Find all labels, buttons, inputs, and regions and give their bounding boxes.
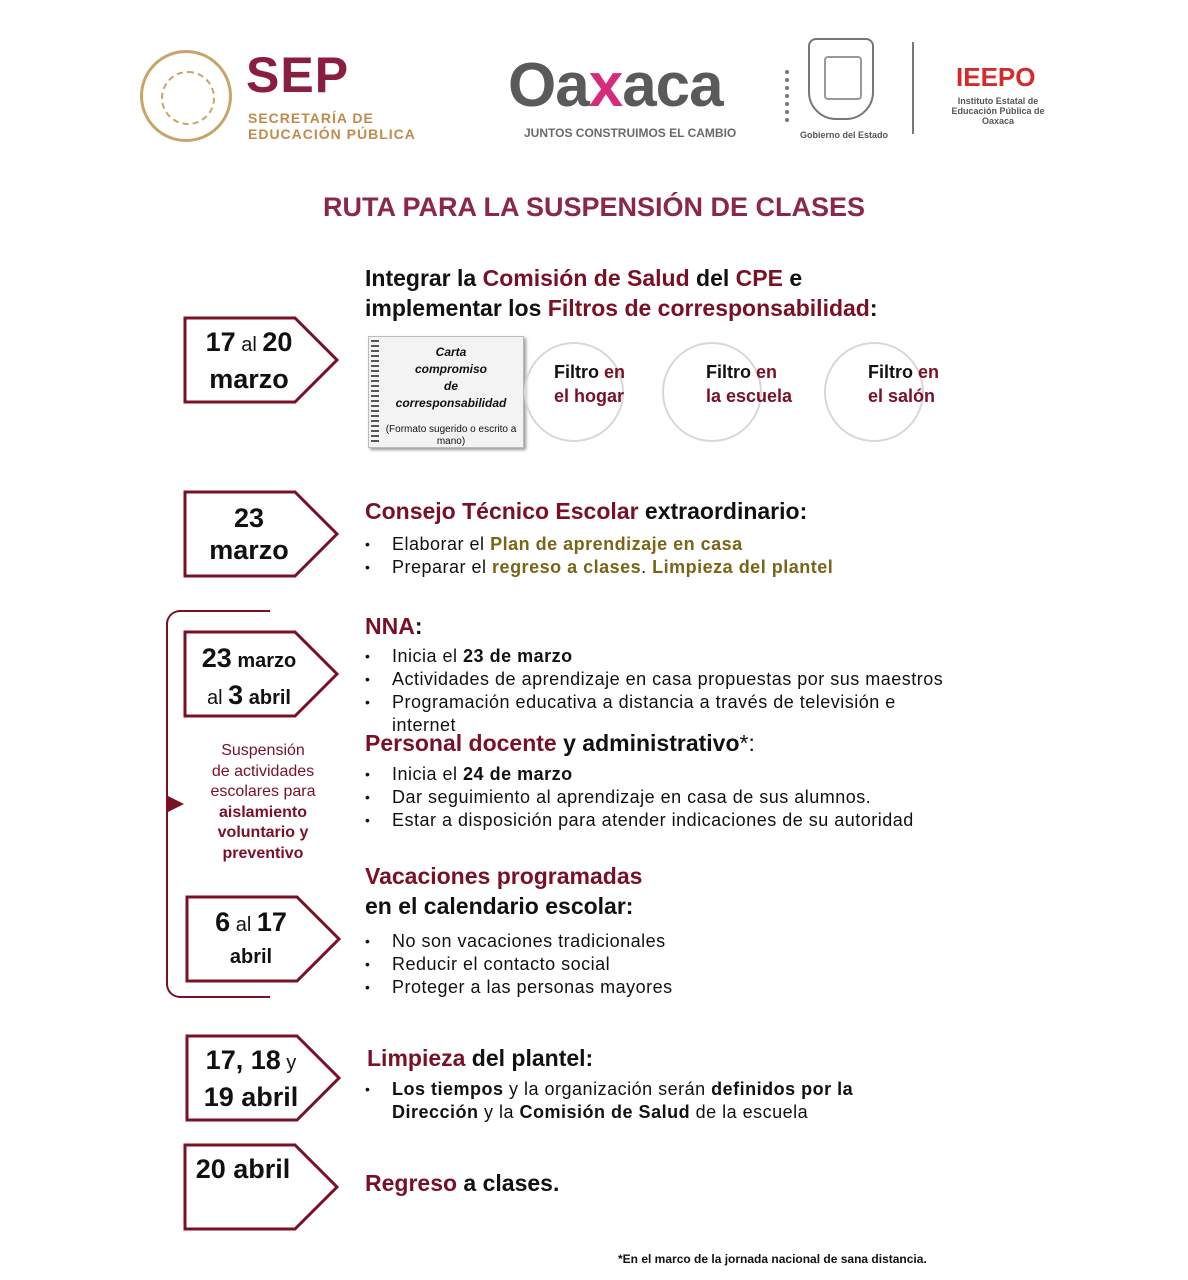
list-item: • Inicia el 23 de marzo (365, 645, 1025, 668)
footnote: *En el marco de la jornada nacional de sana distancia. (618, 1252, 927, 1266)
logo-divider-dots (785, 70, 793, 122)
section2-heading: Consejo Técnico Escolar extraordinario: (365, 498, 808, 524)
ieepo-logo-title: IEEPO (956, 62, 1036, 92)
personal-list (365, 763, 1025, 832)
oaxaca-government-seal-icon (808, 38, 874, 120)
sep-emblem-logo (140, 50, 232, 142)
limpieza-heading: Limpieza del plantel: (367, 1045, 594, 1071)
regreso-heading: Regreso a clases. (365, 1170, 560, 1196)
page-title: RUTA PARA LA SUSPENSIÓN DE CLASES (322, 192, 866, 222)
carta-note: (Formato sugerido o escrito a mano) (385, 424, 517, 447)
list-item: • Elaborar el Plan de aprendizaje en casa (365, 533, 985, 556)
notebook-spiral-icon (371, 340, 379, 444)
carta-compromiso-text: Carta compromiso de corresponsabilidad (395, 345, 507, 410)
date-arrow-17-20-marzo: 17 al 20 marzo (183, 316, 339, 404)
list-item: • Los tiempos y la organización serán definidos por la Dirección y la Comisión de Salud de la escuela (365, 1078, 985, 1124)
ieepo-logo-subtitle: Instituto Estatal de Educación Pública de Oaxaca (951, 96, 1045, 126)
list-item: • Inicia el 24 de marzo (365, 763, 1025, 786)
list-item: • Preparar el regreso a clases. Limpieza del plantel (365, 556, 985, 579)
gobierno-label: Gobierno del Estado (800, 130, 889, 140)
date-arrow-6-17-abril: 6 al 17 abril (185, 895, 341, 983)
section2-list (365, 533, 985, 579)
oaxaca-logo-wordmark: Oaxaca (508, 51, 723, 120)
suspension-label: Suspensión de actividades escolares para aislamiento voluntario y preventivo (210, 742, 316, 862)
vacaciones-list (365, 930, 985, 999)
sep-sub-line1: SECRETARÍA DE (248, 110, 374, 126)
date-arrow-17-18-19-abril: 17, 18 y 19 abril (185, 1034, 341, 1122)
bracket-arrow-icon (168, 796, 184, 812)
personal-heading: Personal docente y administrativo*: (365, 730, 755, 756)
date-arrow-23-marzo-3-abril: 23 marzo al 3 abril (183, 630, 339, 718)
list-item: • Reducir el contacto social (365, 953, 985, 976)
date-arrow-23-marzo: 23 marzo (183, 490, 339, 578)
list-item: • Estar a disposición para atender indicaciones de su autoridad (365, 809, 1025, 832)
vacaciones-heading: Vacaciones programadas en el calendario escolar: (365, 863, 643, 919)
list-item: • Programación educativa a distancia a través de televisión e internet (365, 691, 1025, 737)
section1-heading: Integrar la Comisión de Salud del CPE e implementar los Filtros de corresponsabilidad: (365, 265, 878, 321)
limpieza-list (365, 1078, 985, 1124)
logo-divider (912, 42, 914, 134)
filter-escuela-label: Filtro en la escuela (706, 362, 793, 406)
date-arrow-20-abril: 20 abril (183, 1143, 339, 1231)
list-item: • Dar seguimiento al aprendizaje en casa de sus alumnos. (365, 786, 1025, 809)
nna-list (365, 645, 1025, 737)
sep-logo-title: SEP (246, 47, 350, 103)
sep-sub-line2: EDUCACIÓN PÚBLICA (248, 126, 416, 142)
filter-hogar-label: Filtro en el hogar (554, 362, 626, 406)
list-item: • Actividades de aprendizaje en casa propuestas por sus maestros (365, 668, 1025, 691)
oaxaca-slogan: JUNTOS CONSTRUIMOS EL CAMBIO (524, 126, 737, 140)
nna-heading: NNA: (365, 613, 423, 639)
sep-logo-subtitle (248, 110, 448, 142)
list-item: • No son vacaciones tradicionales (365, 930, 985, 953)
filter-salon-label: Filtro en el salón (868, 362, 940, 406)
list-item: • Proteger a las personas mayores (365, 976, 985, 999)
